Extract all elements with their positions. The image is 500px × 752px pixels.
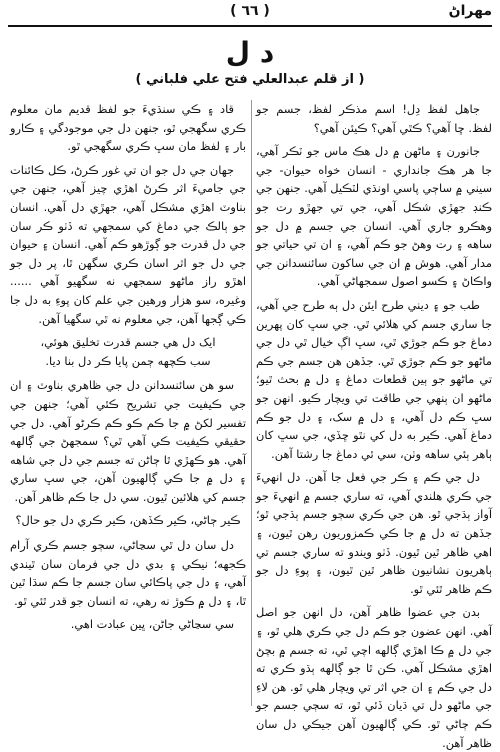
left-column	[10, 100, 246, 708]
paragraph: دل جي ڪم ۽ ڪر جي فعل جا آهن. دل انهيءَ جي ڪري هلندي آهي، ته ساري جسم ۾ انهيءَ جو آواز ٻڌجي ٿو. هن جي ڪري سڄو جسم ٻڌجي ٿو؛ جڏهن ته دل ۾ جا ڪي ڪمزوريون رهن ٿيون، ۽ اهي ظاهر ٿين ٿيون. ڏٺو ويندو ته ساري جسم تي ٻاهريون نشانيون ظاهر ٿين ٿيون، ۽ پوءِ دل جو ڪم ظاهر ٿئي ٿو.	[256, 470, 492, 596]
paragraph: سو هن سائنسدانن دل جي ظاهري بناوٽ ۽ ان جي ڪيفيت جي تشريح ڪئي آهي؛ جنهن جي تفسير لکڻ ۾ جا ڪم ڪو ڪم ڪرڻو آهي. دل جي حقيقي ڪيفيت ڪي آهي ٿي؟ سمجهڻ جي ڳالهه آهي. هو ڪهڙي ٿا ڄاڻن ته جسم جي دل جي شاهه ۽ دل ۾ جا ڪي ڳالهيون آهن، جي سڀ ساري جسم کي هلائين ٿيون. سي دل جا ڪم ظاهر آهن.	[10, 378, 246, 504]
verse-couplet	[10, 333, 246, 370]
paragraph: دل سان دل ٿي سڃاڻي، سڄو جسم ڪري آرام ڪجهه؛ نيڪي ۽ بدي دل جي فرمان سان ٿيندي آهي، ۽ دل جي پاڪائي سان جسم جا ڪم سڌا ٿين ٿا، ۽ دل ۾ ڪوڙ نه رهي، ته انسان جو قدر ٿئي ٿو.	[10, 538, 246, 608]
article-byline: ( از قلم عبدالعلي فتح علي فلباني )	[135, 72, 365, 87]
paragraph: جهان جي دل جو ان تي غور ڪرڻ، ڪل ڪائنات جي جاميءَ اثر ڪرڻ اهڙي چيز آهي، جنهن جي بناوٽ اهڙي مشڪل آهي، جهڙي دل آهي. انسان جو ٻالڪ جي دماغ کي سمجهي ته ڏٺو ڪر سان جي دل قدرت جو ڳوڙهو ڪم آهي. انسان ۽ حيوان جي دل جو اثر اسان ڪري سگهن ٿا، پر دل جو اهڙو راز ماڻهو سمجهي نه سگهيو آهي ...... وغيره، سو هزار ورهين جي علم کان پوءِ به دل جا ڪي ڳجها آهن، جي معلوم نه ٿي سگهيا آهن.	[10, 162, 246, 326]
column-divider	[251, 100, 252, 706]
paragraph: قاد ۽ ڪي سنڌيءَ جو لفظ قديم مان معلوم ڪري سگهجي ٿو، جنهن دل جي موجودگي ۽ ڪارو بار ۽ لفظ مان سڀ ڪري سگهجي ٿو.	[10, 102, 246, 154]
paragraph: جاهل لفظ دِل! اسم مذڪر لفظ، جسم جو لفظ. ڇا آهي؟ ڪٿي آهي؟ ڪيئن آهي؟	[256, 102, 492, 135]
paragraph: جانورن ۽ ماڻهن ۾ دل هڪ ماس جو ٽڪر آهي، جا هر هڪ جانداري - انسان خواه حيوان- جي سيني ۾ ساڄي پاسي اونڌي لٽڪيل آهي. جنهن جي ڪنڊ جهڙي شڪل آهي، جي تي جهڙو رت جو وهڪرو جاري آهي. انسان جي جسم ۾ دل جو ساهه ۽ رت وهڻ جو ڪم آهي، ۽ ان تي حياتي جو مدار آهي. هوش ۾ ان جي ساکون سائنسدانن جي واڪاڻ ۽ ڪسو اصول سمجهاڻي آهي.	[256, 144, 492, 289]
paragraph: سي سڃاڻي جاڻن، ڀين عبادت اهي.	[70, 617, 234, 632]
header-divider	[8, 25, 492, 27]
page-number: ( ٦٦ )	[230, 3, 270, 19]
right-column	[256, 100, 492, 750]
verse-line: ڪير ڄاڻي، ڪير ڪڏهن، ڪير ڪري دل جو حال؟	[15, 513, 241, 528]
verse-line: ايک دل هي جسم قدرت تخليق هوئي،	[40, 335, 216, 350]
page-header	[8, 2, 492, 24]
journal-name: مهراڻ	[448, 3, 492, 19]
article-title: د ل	[225, 36, 275, 69]
paragraph: بدن جي عضوا ظاهر آهن، دل انهن جو اصل آهي. انهن عضون جو ڪم دل جي ڪري هلي ٿو، ۽ جي دل ۾ ڪا اهڙي ڳالهه اچي ٿي، ته جسم ۾ بچڻ اهڙي مشڪل آهي. ڪن ٿا جو ڳالهه ٻڌو ڪري ته دل جي ڪم ۽ ان جي اثر تي ويچار هلي ٿو. هن لاءِ جي ماڻهو دل تي ڌيان ڏئي ٿو، ته سڄي جسم جو ڪم ڄاڻي ٿو. ڪي ڳالهيون آهن جيڪي دل سان ظاهر آهن.	[256, 605, 492, 750]
paragraph: طب جو ۽ ديني طرح ايئن دل ٻه طرح جي آهي، جا ساري جسم کي هلائي ٿي. جي سڀ کان پهرين دماغ جو ڪم جوڙي ٿي، سڀ اڳ خيال ٿي دل جي ماڻهو جو ڪم جوڙي ٿي. جڏهن هن جسم جي ڪم تي ماڻهو جو ٻين قطعات دماغ ۽ دل ۾ بحث ٿيو؛ ماڻهو ان ٻنهي جي طاقت تي ويچار ڪيو. انهن جو سڀ ڪم دل آهي، ۽ دل ۾ سک، ۽ دل جو ڪم دماغ آهي. ڪير به دل کي نٿو ڇڏي، جي سڀ کان ٻاهر ٻئي ساهه وٺن، سي ئي دماغ جا رشتا آهن.	[256, 297, 492, 461]
verse-line: سب ڪچهه ڄمن پايا ڪر دل بنا ديا.	[45, 353, 211, 368]
